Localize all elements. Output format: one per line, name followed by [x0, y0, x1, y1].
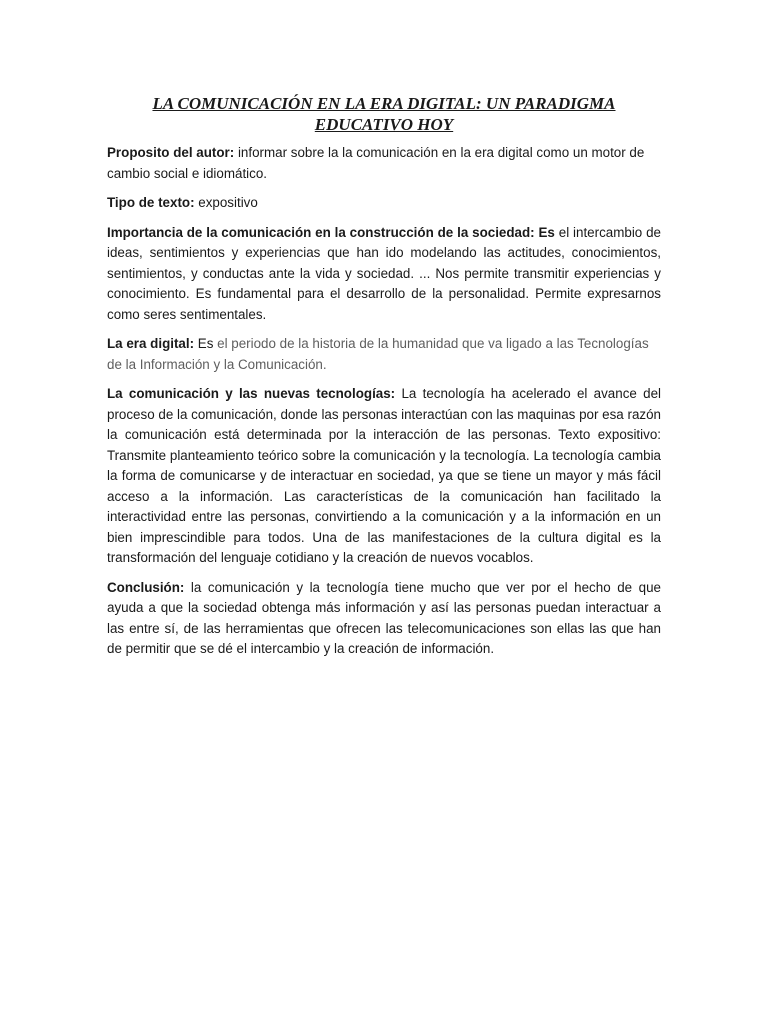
- document-title: [107, 93, 661, 135]
- paragraph-importancia: [107, 223, 661, 326]
- era-digital-label: La era digital:: [107, 336, 195, 351]
- paragraph-proposito: [107, 143, 661, 184]
- era-digital-es: Es: [194, 336, 214, 351]
- nuevas-tecnologias-text: La tecnología ha acelerado el avance del proceso de la comunicación, donde las personas interactúan con las maquinas por esa razón la comunicación está determinada por la interacción de las personas. Texto expositivo: Transmite planteamiento teórico sobre la comunicación y la tecnología. La tecnología cambia la forma de comunicarse y de interactuar en sociedad, ya que se tiene un mayor y más fácil acceso a la información. Las características de la comunicación han facilitado la interactividad entre las personas, convirtiendo a la comunicación y a la información en un bien imprescindible para todos. Una de las manifestaciones de la cultura digital es la transformación del lenguaje cotidiano y la creación de nuevos vocablos.: [107, 386, 661, 565]
- paragraph-era-digital: [107, 334, 661, 375]
- importancia-label: Importancia de la comunicación en la construcción de la sociedad: Es: [107, 224, 555, 240]
- tipo-label: Tipo de texto:: [107, 195, 195, 210]
- title-line-1: LA COMUNICACIÓN EN LA ERA DIGITAL: UN PARADIGMA: [152, 94, 616, 113]
- conclusion-label: Conclusión:: [107, 579, 185, 595]
- conclusion-text: la comunicación y la tecnología tiene mucho que ver por el hecho de que ayuda a que la sociedad obtenga más información y así las personas puedan interactuar a las entre sí, de las herramientas que ofrecen las telecomunicaciones son ellas las que han de permitir que se dé el intercambio y la creación de información.: [107, 579, 661, 656]
- importancia-text: el intercambio de ideas, sentimientos y experiencias que han ido modelando las actitudes, conocimientos, sentimientos, y conductas ante la vida y sociedad. ... Nos permite transmitir experiencias y conocimiento. Es fundamental para el desarrollo de la personalidad. Permite expresarnos como seres sentimentales.: [107, 224, 662, 322]
- tipo-text: expositivo: [194, 195, 258, 210]
- paragraph-conclusion: [107, 578, 661, 660]
- era-digital-text: el periodo de la historia de la humanidad que va ligado a las Tecnologías de la Información y la Comunicación.: [107, 336, 649, 372]
- proposito-text: informar sobre la la comunicación en la era digital como un motor de cambio social e idiomático.: [107, 145, 645, 181]
- title-line-2: EDUCATIVO HOY: [314, 115, 454, 134]
- paragraph-nuevas-tecnologias: [107, 384, 661, 569]
- document-body: [107, 93, 661, 669]
- paragraph-tipo-texto: [107, 193, 661, 214]
- nuevas-tecnologias-label: La comunicación y las nuevas tecnologías:: [107, 386, 396, 401]
- proposito-label: Proposito del autor:: [107, 145, 235, 160]
